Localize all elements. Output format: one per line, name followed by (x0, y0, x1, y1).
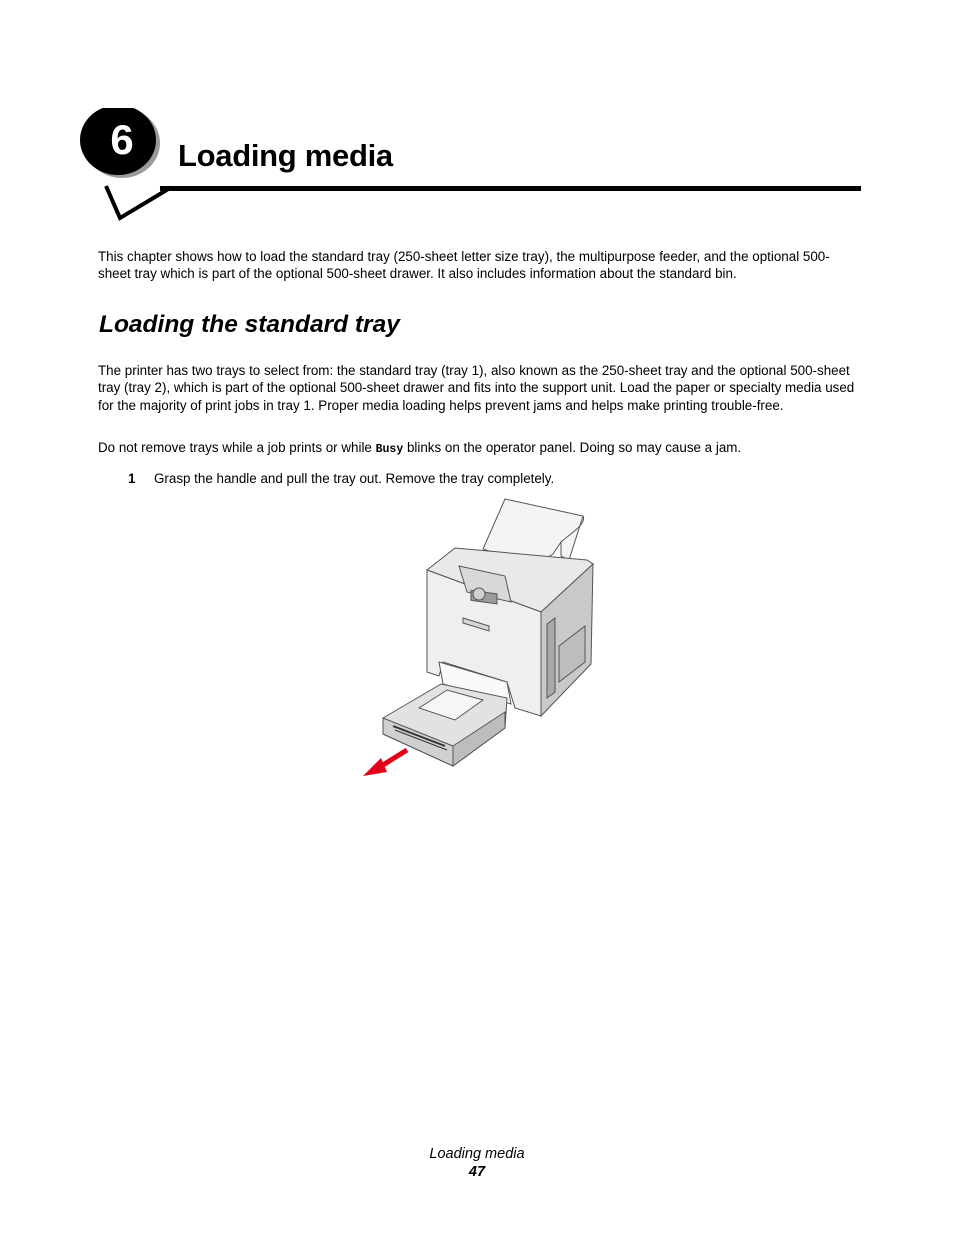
arrow-head (363, 758, 387, 776)
footer-chapter-title: Loading media (429, 1146, 525, 1162)
warning-text-after: blinks on the operator panel. Doing so may cause a jam. (403, 440, 742, 455)
section-heading: Loading the standard tray (99, 311, 400, 338)
page-number: 47 (468, 1164, 486, 1180)
chapter-number-badge (78, 108, 178, 223)
intro-paragraph: This chapter shows how to load the standard tray (250-sheet letter size tray), the multipurpose feeder, and the optional 500-sheet tray which is part of the optional 500-sheet drawer. It also includes information about the standard bin. (98, 249, 830, 282)
chapter-title: Loading media (178, 138, 393, 173)
step-number: 1 (128, 471, 136, 486)
warning-text-before: Do not remove trays while a job prints or while (98, 440, 376, 455)
busy-status-code: Busy (375, 443, 404, 456)
printer-tray-illustration (355, 494, 605, 784)
chapter-title-rule (160, 186, 861, 191)
printer-tray-image (355, 494, 605, 784)
section-paragraph: The printer has two trays to select from: the standard tray (tray 1), also known as the 250-sheet tray and the optional 500-sheet tray (tray 2), which is part of the optional 500-sheet drawer and fits into the support unit. Load the paper or specialty media used for the majority of print jobs in tray 1. Proper media loading helps prevent jams and helps make printing trouble-free. (98, 363, 855, 413)
warning-paragraph (98, 439, 860, 458)
chapter-number: 6 (110, 116, 134, 163)
step-text: Grasp the handle and pull the tray out. Remove the tray completely. (154, 471, 555, 486)
chapter-badge-graphic (78, 108, 178, 223)
